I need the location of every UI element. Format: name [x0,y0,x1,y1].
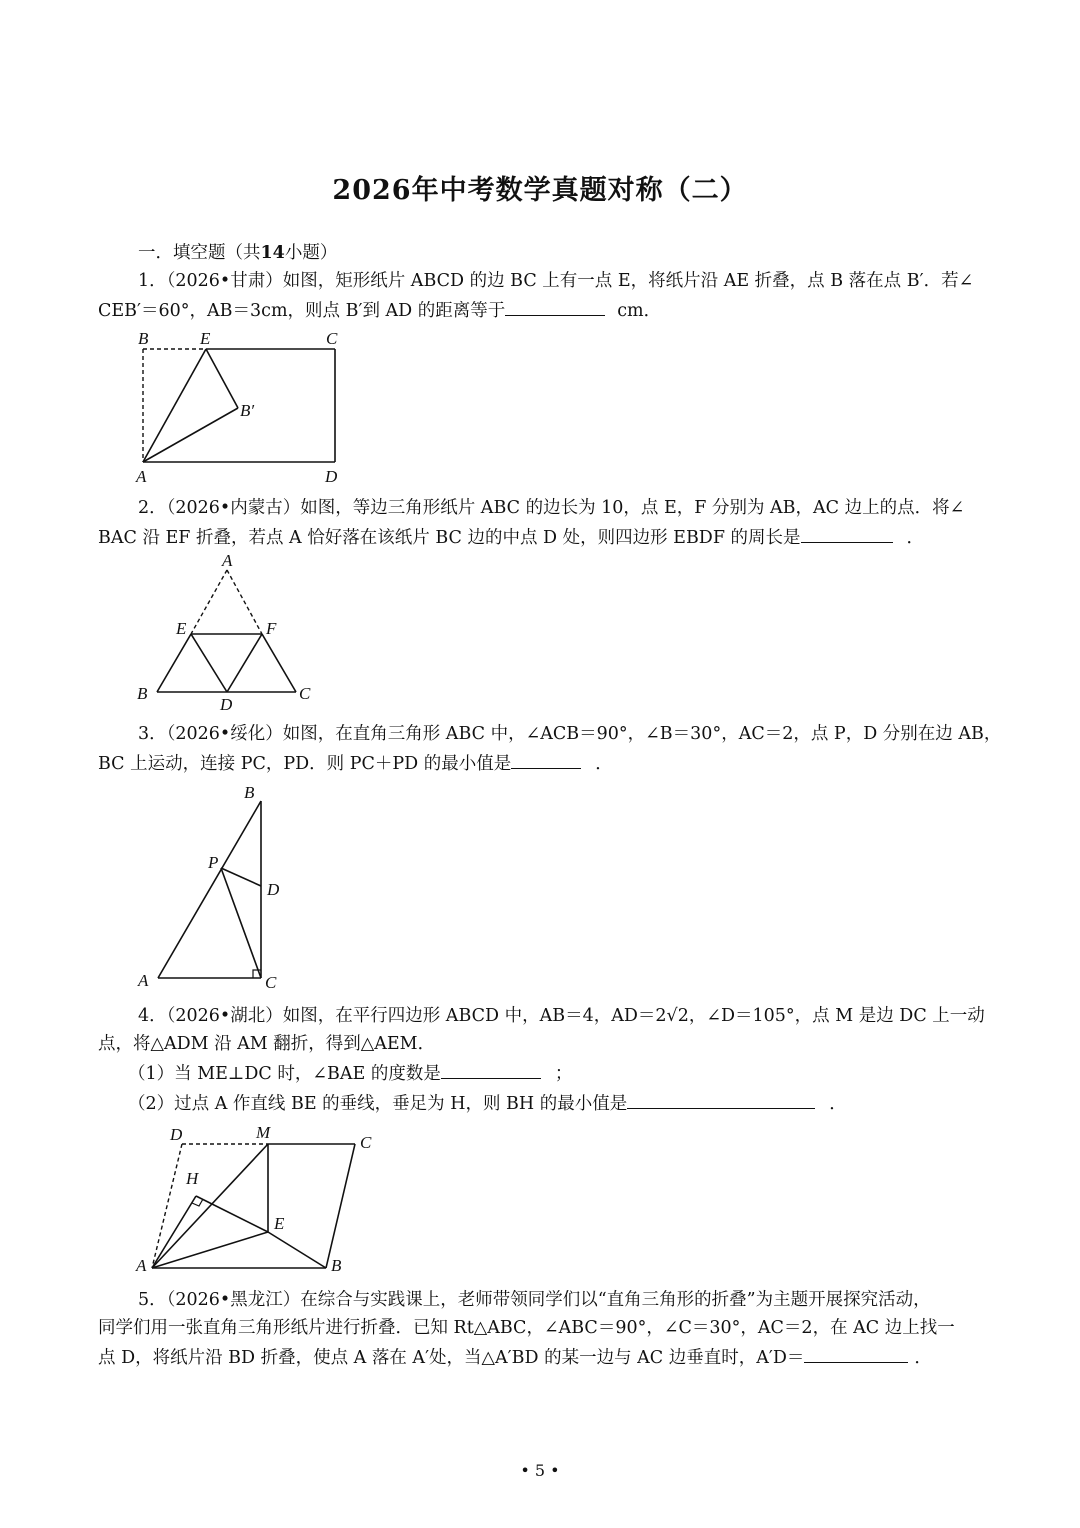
q2-side-eb [157,634,191,692]
q5-text-line2: 同学们用一张直角三角形纸片进行折叠．已知 Rt△ABC，∠ABC＝90°，∠C＝30°，AC＝2，在 AC 边上找一 [98,1318,955,1338]
q1-answer-blank[interactable] [505,297,605,316]
q2-label-b: B [137,684,148,703]
q5-text-line3: 点 D，将纸片沿 BD 折叠，使点 A 落在 A′处，当△A′BD 的某一边与 AC 边垂直时，A′D＝ ． [98,1344,932,1370]
q4-text-line2: 点，将△ADM 沿 AM 翻折，得到△AEM． [98,1034,436,1054]
q4-label-a: A [136,1256,147,1275]
q4-text-line1: 4．（2026•湖北）如图，在平行四边形 ABCD 中，AB＝4，AD＝2√2，∠D＝105°，点 M 是边 DC 上一动 [138,1006,985,1026]
q3-seg-pc [221,868,261,978]
q3-text-line1: 3．（2026•绥化）如图，在直角三角形 ABC 中，∠ACB＝90°，∠B＝30°，AC＝2，点 P，D 分别在边 AB， [138,724,1002,744]
q2-side-fc [262,634,296,692]
q3-label-d: D [267,880,280,899]
q4-seg-eb [268,1232,326,1268]
q4-label-m: M [256,1123,271,1142]
q4-dashed-da [152,1144,182,1268]
q1-label-b: B [138,329,149,348]
q3-side-ab [158,801,261,978]
q1-label-a: A [136,467,147,486]
question-count: 14 [260,243,285,263]
q4-sub1: （1）当 ME⊥DC 时，∠BAE 的度数是 ； [128,1060,572,1086]
q1-label-e: E [200,329,211,348]
q2-label-f: F [266,619,277,638]
q3-answer-blank[interactable] [511,750,581,769]
q2-label-d: D [220,695,233,714]
q1-text-line2: CEB′＝60°，AB＝3cm，则点 B′到 AD 的距离等于 cm． [98,297,661,323]
q4-label-e: E [274,1214,285,1233]
q2-seg-ed [191,634,227,692]
q2-label-a: A [222,551,233,570]
q1-label-d: D [325,467,338,486]
q3-label-c: C [265,973,277,992]
q3-figure [130,778,300,994]
q3-label-a: A [138,971,149,990]
q2-text-line1: 2．（2026•内蒙古）如图，等边三角形纸片 ABC 的边长为 10，点 E，F 分别为 AB，AC 边上的点．将∠ [138,498,965,518]
q2-figure [128,548,328,714]
q4-label-b: B [331,1256,342,1275]
q2-dashed-ae [191,570,227,634]
q2-dashed-af [227,570,262,634]
q4-sub1-answer-blank[interactable] [441,1060,541,1079]
q2-label-c: C [299,684,311,703]
q5-text-line1: 5．（2026•黑龙江）在综合与实践课上，老师带领同学们以“直角三角形的折叠”为主题开展探究活动， [138,1290,931,1310]
q4-sub2: （2）过点 A 作直线 BE 的垂线，垂足为 H，则 BH 的最小值是 ． [128,1090,847,1116]
section-header: 一．填空题（共14小题） [138,243,338,263]
q1-text-line1: 1．（2026•甘肃）如图，矩形纸片 ABCD 的边 BC 上有一点 E，将纸片沿 AE 折叠，点 B 落在点 B′．若∠ [138,271,974,291]
q4-label-c: C [360,1133,372,1152]
q4-label-d: D [170,1125,183,1144]
q2-seg-fd [227,634,262,692]
q3-label-b: B [244,783,255,802]
page-title: 2026年中考数学真题对称（二） [332,175,748,206]
q2-label-e: E [176,619,187,638]
q4-line-be-extended [196,1196,268,1232]
q1-label-c: C [326,329,338,348]
q1-figure [120,322,360,487]
q3-label-p: P [208,853,219,872]
q2-answer-blank[interactable] [801,524,893,543]
q2-text-line2: BAC 沿 EF 折叠，若点 A 恰好落在该纸片 BC 边的中点 D 处，则四边形 EBDF 的周长是 ． [98,524,924,550]
q4-side-cb [326,1144,355,1268]
q1-fold-ae [143,349,206,462]
q5-answer-blank[interactable] [804,1344,908,1363]
q4-label-h: H [186,1169,199,1188]
q4-figure [128,1118,388,1278]
q4-sub2-answer-blank[interactable] [627,1090,815,1109]
page-number: • 5 • [520,1461,560,1480]
q3-text-line2: BC 上运动，连接 PC，PD．则 PC＋PD 的最小值是 ． [98,750,613,776]
q1-label-b-prime: B′ [240,401,255,420]
q1-seg-eb-prime [206,349,238,408]
